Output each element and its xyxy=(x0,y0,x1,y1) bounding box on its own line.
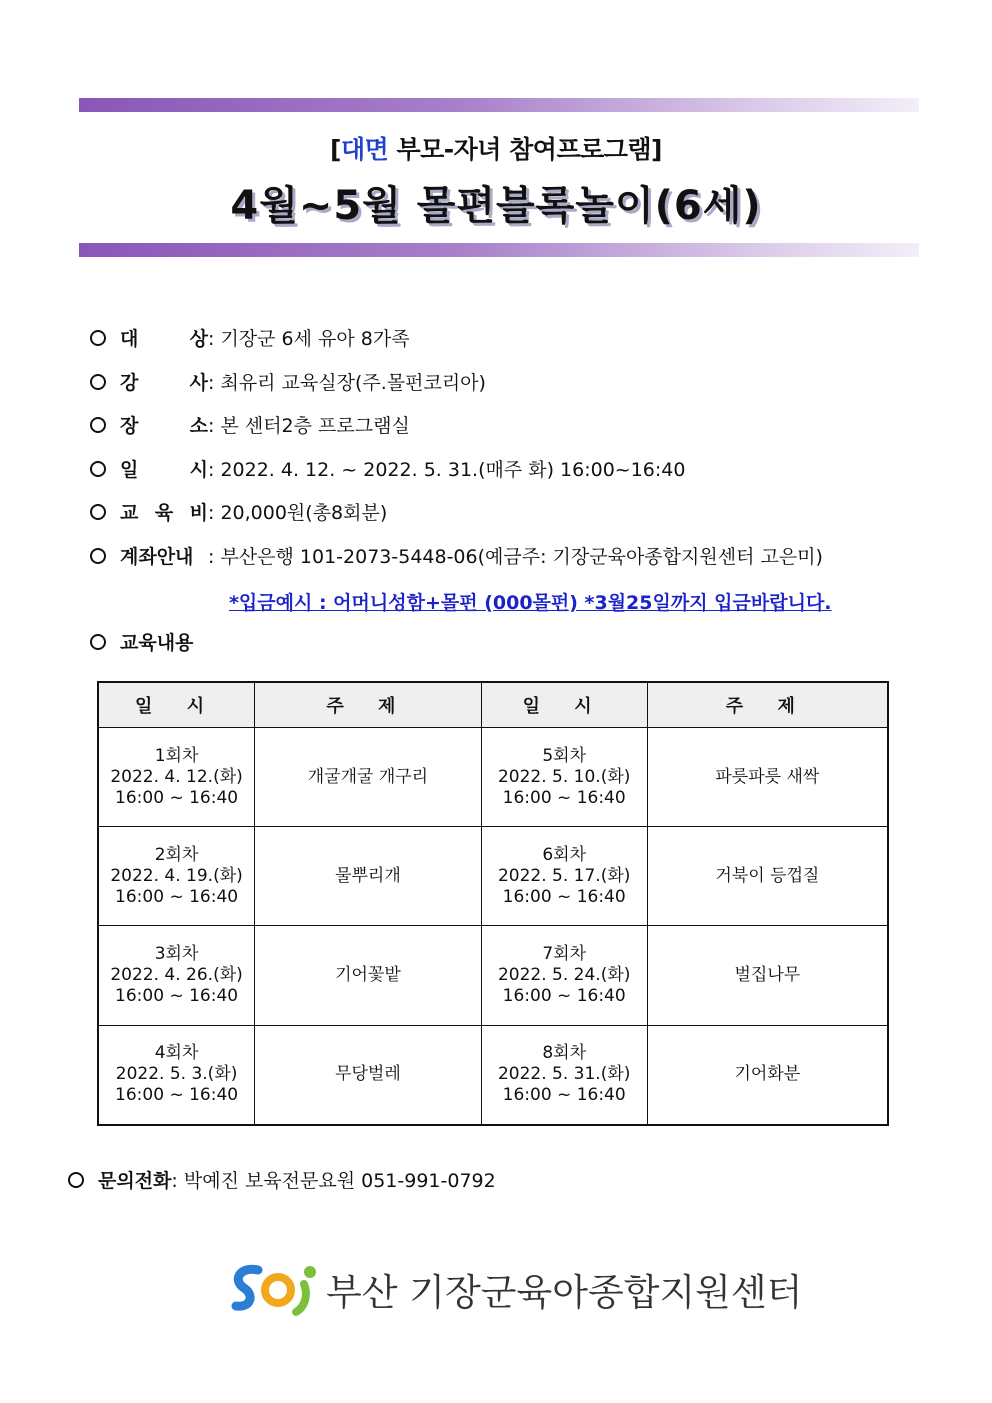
circle-bullet-icon xyxy=(68,1172,84,1188)
info-date: 일 시: 2022. 4. 12. ~ 2022. 5. 31.(매주 화) 16:00~16:40 xyxy=(90,457,685,483)
program-subtitle: [대면 부모-자녀 참여프로그램] xyxy=(330,135,662,164)
circle-bullet-icon xyxy=(90,374,106,390)
bottom-decor-bar xyxy=(79,243,919,257)
info-fee: 교 육 비: 20,000원(총8회분) xyxy=(90,500,387,526)
session-cell: 6회차 2022. 5. 17.(화) 16:00 ~ 16:40 xyxy=(481,827,647,926)
topic-cell: 파릇파릇 새싹 xyxy=(647,728,888,827)
session-cell: 8회차 2022. 5. 31.(화) 16:00 ~ 16:40 xyxy=(481,1025,647,1125)
top-decor-bar xyxy=(79,98,919,112)
session-cell: 1회차 2022. 4. 12.(화) 16:00 ~ 16:40 xyxy=(98,728,255,827)
topic-cell: 기어꽃밭 xyxy=(255,926,482,1025)
session-cell: 2회차 2022. 4. 19.(화) 16:00 ~ 16:40 xyxy=(98,827,255,926)
schedule-table xyxy=(97,681,889,1126)
circle-bullet-icon xyxy=(90,548,106,564)
session-cell: 7회차 2022. 5. 24.(화) 16:00 ~ 16:40 xyxy=(481,926,647,1025)
education-heading: 교육내용 xyxy=(90,630,208,656)
subtitle-accent: 대면 xyxy=(340,135,389,164)
center-logo-text: 부산 기장군육아종합지원센터 xyxy=(326,1271,803,1314)
table-header-row xyxy=(98,682,888,728)
table-row xyxy=(98,728,888,827)
circle-bullet-icon xyxy=(90,417,106,433)
session-cell: 4회차 2022. 5. 3.(화) 16:00 ~ 16:40 xyxy=(98,1025,255,1125)
deposit-note: *입금예시 : 어머니성함+몰펀 (000몰펀) *3월25일까지 입금바랍니다. xyxy=(229,592,832,614)
contact-line: 문의전화: 박예진 보육전문요원 051-991-0792 xyxy=(68,1168,496,1194)
topic-cell: 거북이 등껍질 xyxy=(647,827,888,926)
info-account: 계좌안내 : 부산은행 101-2073-5448-06(예금주: 기장군육아종합지원센터 고은미) xyxy=(90,544,823,570)
table-row xyxy=(98,827,888,926)
info-target: 대 상: 기장군 6세 유아 8가족 xyxy=(90,326,410,352)
header-date: 일 시 xyxy=(481,682,647,728)
table-row xyxy=(98,1025,888,1125)
topic-cell: 물뿌리개 xyxy=(255,827,482,926)
header-date: 일 시 xyxy=(98,682,255,728)
topic-cell: 벌집나무 xyxy=(647,926,888,1025)
circle-bullet-icon xyxy=(90,330,106,346)
topic-cell: 기어화분 xyxy=(647,1025,888,1125)
session-cell: 3회차 2022. 4. 26.(화) 16:00 ~ 16:40 xyxy=(98,926,255,1025)
info-place: 장 소: 본 센터2층 프로그램실 xyxy=(90,413,410,439)
center-logo-icon xyxy=(228,1258,328,1318)
info-instructor: 강 사: 최유리 교육실장(주.몰펀코리아) xyxy=(90,370,486,396)
circle-bullet-icon xyxy=(90,504,106,520)
topic-cell: 개굴개굴 개구리 xyxy=(255,728,482,827)
circle-bullet-icon xyxy=(90,461,106,477)
circle-bullet-icon xyxy=(90,634,106,650)
header-topic: 주 제 xyxy=(647,682,888,728)
topic-cell: 무당벌레 xyxy=(255,1025,482,1125)
page-title: 4월~5월 몰편블록놀이(6세) xyxy=(230,183,762,229)
table-row xyxy=(98,926,888,1025)
session-cell: 5회차 2022. 5. 10.(화) 16:00 ~ 16:40 xyxy=(481,728,647,827)
header-topic: 주 제 xyxy=(255,682,482,728)
